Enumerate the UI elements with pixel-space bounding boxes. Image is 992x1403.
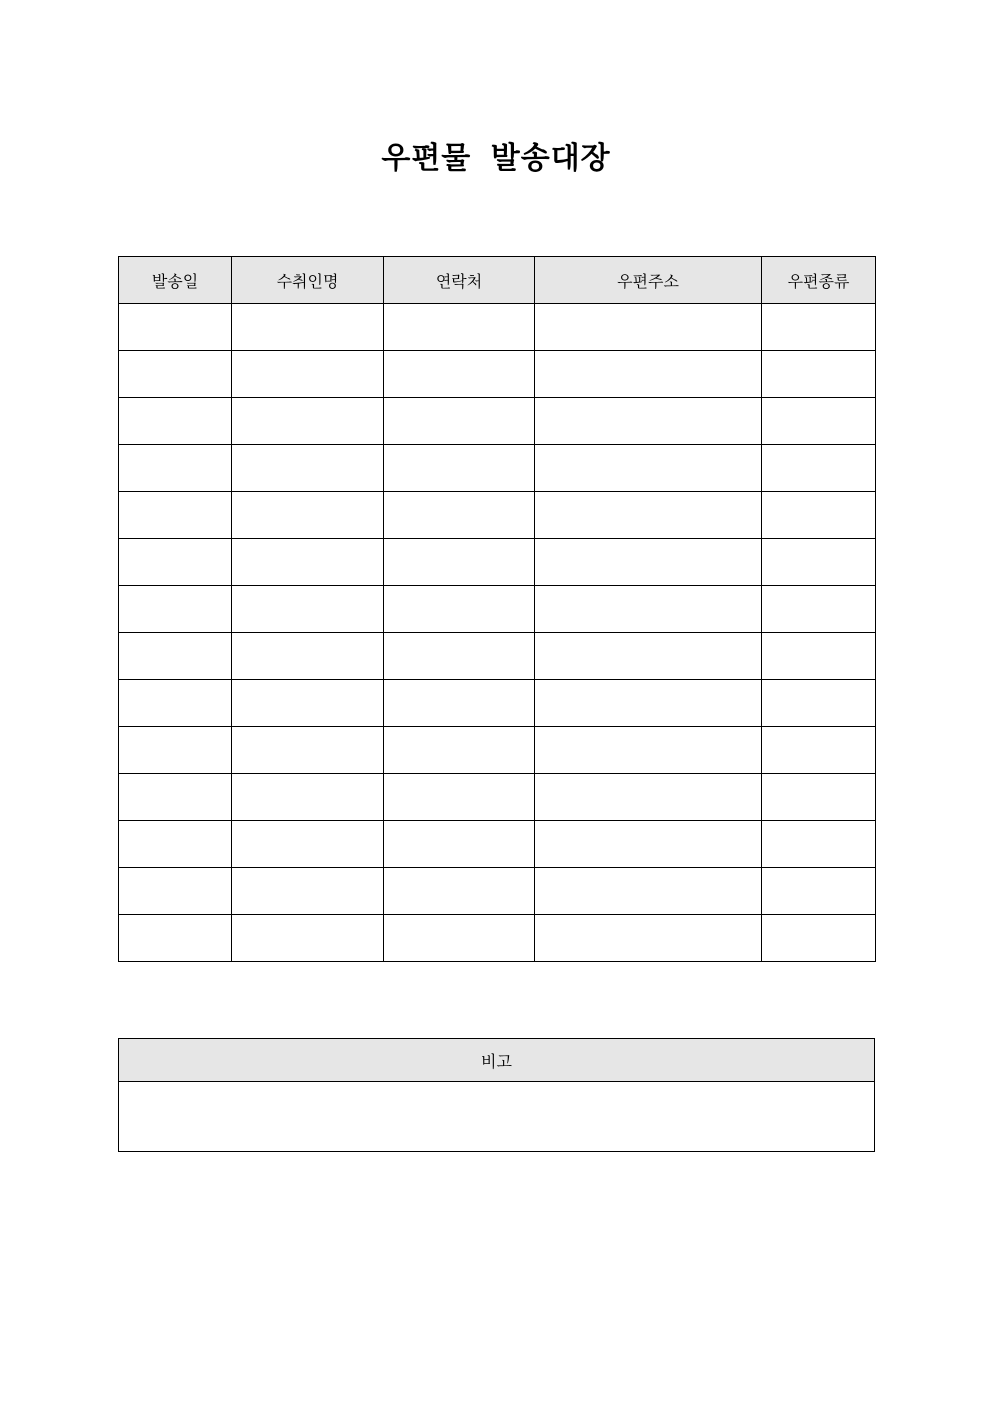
cell-send-date[interactable] bbox=[119, 915, 232, 962]
cell-postal-address[interactable] bbox=[535, 445, 762, 492]
table-row bbox=[119, 915, 876, 962]
table-row bbox=[119, 727, 876, 774]
remarks-field[interactable] bbox=[119, 1082, 875, 1152]
cell-contact[interactable] bbox=[384, 351, 535, 398]
table-row bbox=[119, 680, 876, 727]
column-header-recipient-name: 수취인명 bbox=[232, 257, 384, 304]
table-row bbox=[119, 351, 876, 398]
cell-mail-type[interactable] bbox=[762, 633, 876, 680]
table-header-row bbox=[119, 257, 876, 304]
cell-contact[interactable] bbox=[384, 821, 535, 868]
cell-contact[interactable] bbox=[384, 586, 535, 633]
table-row bbox=[119, 304, 876, 351]
cell-recipient-name[interactable] bbox=[232, 304, 384, 351]
table-row bbox=[119, 398, 876, 445]
cell-recipient-name[interactable] bbox=[232, 727, 384, 774]
cell-postal-address[interactable] bbox=[535, 492, 762, 539]
cell-mail-type[interactable] bbox=[762, 492, 876, 539]
cell-mail-type[interactable] bbox=[762, 586, 876, 633]
cell-postal-address[interactable] bbox=[535, 539, 762, 586]
cell-contact[interactable] bbox=[384, 680, 535, 727]
cell-postal-address[interactable] bbox=[535, 398, 762, 445]
cell-recipient-name[interactable] bbox=[232, 398, 384, 445]
cell-mail-type[interactable] bbox=[762, 868, 876, 915]
cell-recipient-name[interactable] bbox=[232, 351, 384, 398]
cell-send-date[interactable] bbox=[119, 398, 232, 445]
cell-send-date[interactable] bbox=[119, 633, 232, 680]
page-title: 우편물 발송대장 bbox=[381, 141, 611, 176]
cell-contact[interactable] bbox=[384, 492, 535, 539]
table-row bbox=[119, 492, 876, 539]
column-header-mail-type: 우편종류 bbox=[762, 257, 876, 304]
cell-mail-type[interactable] bbox=[762, 351, 876, 398]
table-body bbox=[119, 304, 876, 962]
cell-recipient-name[interactable] bbox=[232, 539, 384, 586]
remarks-table bbox=[118, 1038, 875, 1152]
column-header-send-date: 발송일 bbox=[119, 257, 232, 304]
table-row bbox=[119, 539, 876, 586]
cell-postal-address[interactable] bbox=[535, 915, 762, 962]
cell-postal-address[interactable] bbox=[535, 868, 762, 915]
cell-send-date[interactable] bbox=[119, 821, 232, 868]
cell-mail-type[interactable] bbox=[762, 774, 876, 821]
cell-send-date[interactable] bbox=[119, 774, 232, 821]
cell-mail-type[interactable] bbox=[762, 727, 876, 774]
cell-postal-address[interactable] bbox=[535, 680, 762, 727]
cell-send-date[interactable] bbox=[119, 539, 232, 586]
cell-postal-address[interactable] bbox=[535, 633, 762, 680]
cell-mail-type[interactable] bbox=[762, 915, 876, 962]
cell-recipient-name[interactable] bbox=[232, 633, 384, 680]
cell-postal-address[interactable] bbox=[535, 351, 762, 398]
table-row bbox=[119, 774, 876, 821]
cell-send-date[interactable] bbox=[119, 445, 232, 492]
table-row bbox=[119, 445, 876, 492]
cell-mail-type[interactable] bbox=[762, 304, 876, 351]
cell-recipient-name[interactable] bbox=[232, 821, 384, 868]
cell-contact[interactable] bbox=[384, 868, 535, 915]
cell-contact[interactable] bbox=[384, 539, 535, 586]
cell-contact[interactable] bbox=[384, 633, 535, 680]
cell-postal-address[interactable] bbox=[535, 304, 762, 351]
cell-contact[interactable] bbox=[384, 774, 535, 821]
remarks-label: 비고 bbox=[119, 1039, 875, 1082]
cell-contact[interactable] bbox=[384, 304, 535, 351]
cell-send-date[interactable] bbox=[119, 304, 232, 351]
cell-contact[interactable] bbox=[384, 398, 535, 445]
cell-postal-address[interactable] bbox=[535, 774, 762, 821]
cell-send-date[interactable] bbox=[119, 492, 232, 539]
cell-mail-type[interactable] bbox=[762, 398, 876, 445]
table-row bbox=[119, 821, 876, 868]
cell-recipient-name[interactable] bbox=[232, 774, 384, 821]
mail-dispatch-table bbox=[118, 256, 876, 962]
cell-send-date[interactable] bbox=[119, 586, 232, 633]
cell-recipient-name[interactable] bbox=[232, 915, 384, 962]
cell-contact[interactable] bbox=[384, 445, 535, 492]
cell-recipient-name[interactable] bbox=[232, 586, 384, 633]
cell-postal-address[interactable] bbox=[535, 821, 762, 868]
column-header-postal-address: 우편주소 bbox=[535, 257, 762, 304]
cell-contact[interactable] bbox=[384, 915, 535, 962]
cell-send-date[interactable] bbox=[119, 727, 232, 774]
cell-recipient-name[interactable] bbox=[232, 492, 384, 539]
table-row bbox=[119, 586, 876, 633]
cell-postal-address[interactable] bbox=[535, 727, 762, 774]
cell-postal-address[interactable] bbox=[535, 586, 762, 633]
cell-mail-type[interactable] bbox=[762, 539, 876, 586]
cell-send-date[interactable] bbox=[119, 868, 232, 915]
table-row bbox=[119, 868, 876, 915]
cell-recipient-name[interactable] bbox=[232, 680, 384, 727]
cell-send-date[interactable] bbox=[119, 680, 232, 727]
cell-recipient-name[interactable] bbox=[232, 445, 384, 492]
cell-recipient-name[interactable] bbox=[232, 868, 384, 915]
cell-mail-type[interactable] bbox=[762, 445, 876, 492]
table-row bbox=[119, 633, 876, 680]
column-header-contact: 연락처 bbox=[384, 257, 535, 304]
cell-mail-type[interactable] bbox=[762, 821, 876, 868]
cell-send-date[interactable] bbox=[119, 351, 232, 398]
cell-contact[interactable] bbox=[384, 727, 535, 774]
cell-mail-type[interactable] bbox=[762, 680, 876, 727]
